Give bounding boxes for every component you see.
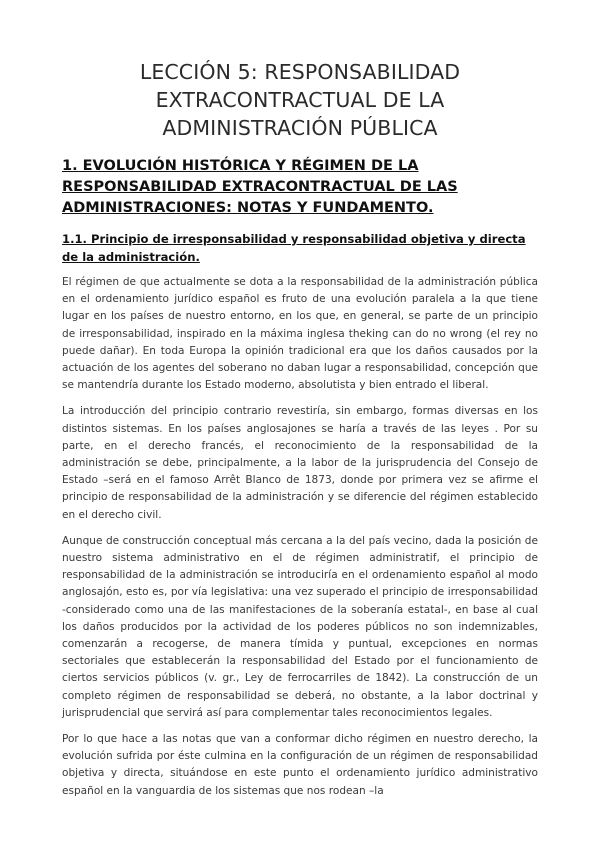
paragraph-3: Aunque de construcción conceptual más cercana a la del país vecino, dada la posición de nuestro sistema administrativo en el de régimen administratif, el principio de responsabilidad de la administración se introduciría en el ordenamiento español al modo anglosajón, esto es, por vía legislativa: una vez superado el principio de irresponsabilidad -considerado como una de las manifestaciones de la soberanía estatal-, en base al cual los daños producidos por la actividad de los poderes públicos no son indemnizables, comenzarán a recogerse, de manera tímida y puntual, excepciones en normas sectoriales que establecerán la responsabilidad del Estado por el funcionamiento de ciertos servicios públicos (v. gr., Ley de ferrocarriles de 1842). La construcción de un completo régimen de responsabilidad se deberá, no obstante, a la labor doctrinal y jurisprudencial que servirá así para complementar tales reconocimientos legales. [62,534,538,719]
paragraph-1: El régimen de que actualmente se dota a la responsabilidad de la administración pública en el ordenamiento jurídico español es fruto de una evolución paralela a la que tiene lugar en los países de nuestro entorno, en los que, en general, se parte de un principio de irresponsabilidad, inspirado en la máxima inglesa theking can do no wrong (el rey no puede dañar). En toda Europa la opinión tradicional era que los daños causados por la actuación de los agentes del soberano no daban lugar a responsabilidad, concepción que se mantendría durante los Estado moderno, absolutista y bien entrado el liberal. [62,276,538,392]
section-heading: 1. EVOLUCIÓN HISTÓRICA Y RÉGIMEN DE LA RESPONSABILIDAD EXTRACONTRACTUAL DE LAS ADMINISTRACIONES: NOTAS Y FUNDAMENTO. [62,158,458,216]
subsection-heading: 1.1. Principio de irresponsabilidad y responsabilidad objetiva y directa de la administración. [62,232,526,264]
paragraph-4: Por lo que hace a las notas que van a conformar dicho régimen en nuestro derecho, la evolución sufrida por éste culmina en la configuración de un régimen de responsabilidad objetiva y directa, situándose en este punto el ordenamiento jurídico administrativo español en la vanguardia de los sistemas que nos rodean –la [62,733,538,797]
document-title: LECCIÓN 5: RESPONSABILIDAD EXTRACONTRACTUAL DE LA ADMINISTRACIÓN PÚBLICA [139,60,461,140]
paragraph-2: La introducción del principio contrario revestiría, sin embargo, formas diversas en los distintos sistemas. En los países anglosajones se haría a través de las leyes . Por su parte, en el derecho francés, el reconocimiento de la responsabilidad de la administración se debe, principalmente, a la labor de la jurisprudencia del Consejo de Estado –será en el famoso Arrêt Blanco de 1873, donde por primera vez se afirme el principio de responsabilidad de la administración y se diferencie del régimen establecido en el derecho civil. [62,405,538,521]
